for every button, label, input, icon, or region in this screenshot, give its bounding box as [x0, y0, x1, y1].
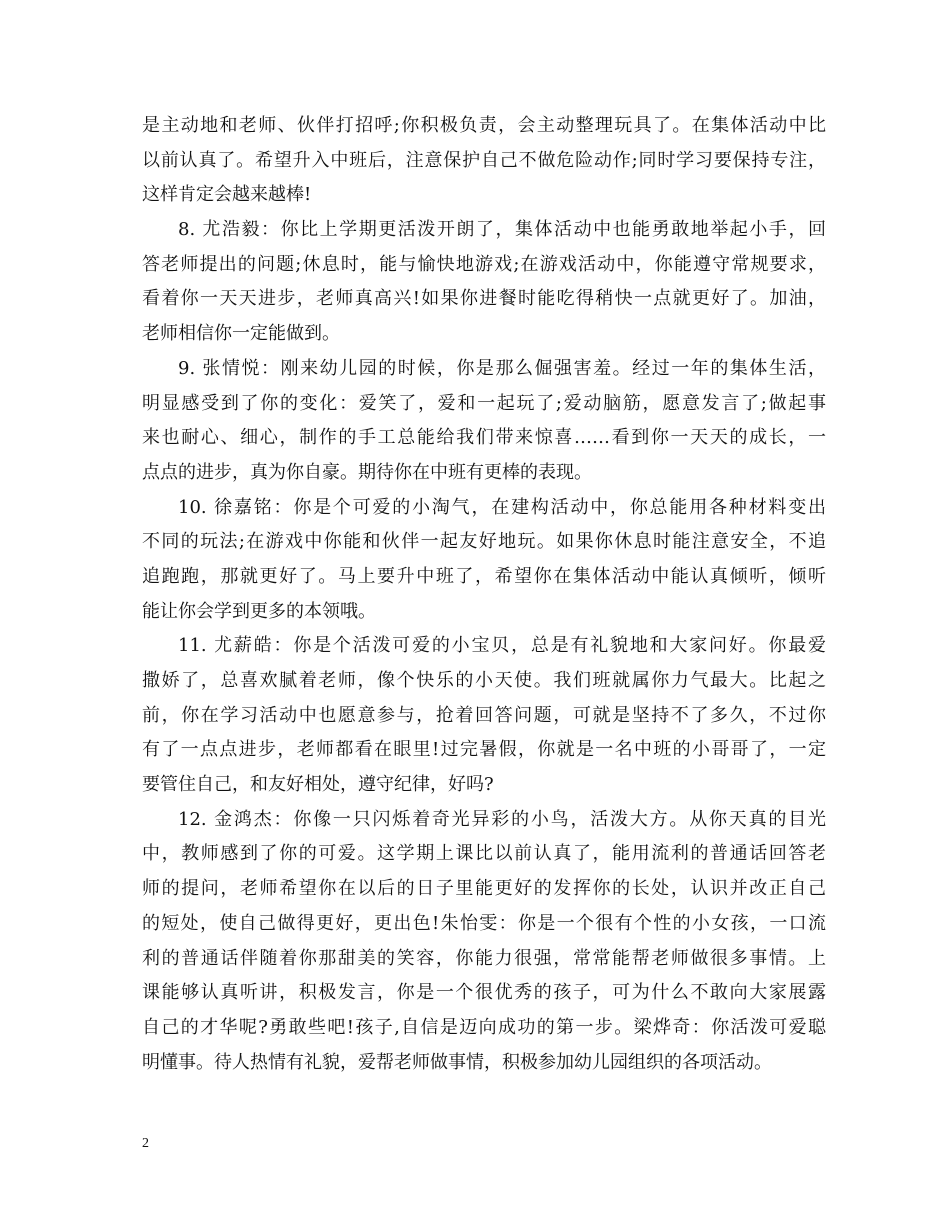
paragraph-continuation [142, 109, 826, 213]
text-line: 这样肯定会越来越棒! [142, 184, 312, 206]
text-line: 是主动地和老师、伙伴打招呼;你积极负责，会主动整理玩具了。在集体活动中比 [142, 115, 826, 136]
text-line: 点点的进步，真为你自豪。期待你在中班有更棒的表现。 [142, 461, 592, 483]
text-line: 有了一点点进步，老师都看在眼里!过完暑假，你就是一名中班的小哥哥了，一定 [142, 739, 826, 761]
paragraph-item-8 [142, 213, 826, 352]
text-line: 11. 尤薪皓：你是个活泼可爱的小宝贝，总是有礼貌地和大家问好。你最爱 [178, 635, 826, 657]
text-line: 8. 尤浩毅：你比上学期更活泼开朗了，集体活动中也能勇敢地举起小手，回 [178, 219, 826, 241]
text-line: 明懂事。待人热情有礼貌，爱帮老师做事情，积极参加幼儿园组织的各项活动。 [142, 1051, 772, 1073]
text-line: 利的普通话伴随着你那甜美的笑容，你能力很强，常常能帮老师做很多事情。上 [142, 947, 826, 969]
paragraph-item-12 [142, 803, 826, 1081]
paragraph-item-11 [142, 629, 826, 802]
paragraph-item-10 [142, 491, 826, 630]
text-line: 12. 金鸿杰：你像一只闪烁着奇光异彩的小鸟，活泼大方。从你天真的目光 [178, 808, 826, 830]
document-body [142, 109, 826, 1080]
paragraph-item-9 [142, 352, 826, 491]
text-line: 课能够认真听讲，积极发言，你是一个很优秀的孩子，可为什么不敢向大家展露 [142, 982, 826, 1004]
text-line: 答老师提出的问题;休息时，能与愉快地游戏;在游戏活动中，你能遵守常规要求， [142, 253, 826, 275]
text-line: 要管住自己，和友好相处，遵守纪律，好吗? [142, 774, 494, 796]
text-line: 不同的玩法;在游戏中你能和伙伴一起友好地玩。如果你休息时能注意安全，不追 [142, 531, 826, 553]
text-line: 前，你在学习活动中也愿意参与，抢着回答问题，可就是坚持不了多久，不过你 [142, 704, 826, 726]
text-line: 9. 张情悦：刚来幼儿园的时候，你是那么倔强害羞。经过一年的集体生活， [178, 357, 826, 379]
text-line: 自己的才华呢?勇敢些吧!孩子,自信是迈向成功的第一步。梁烨奇：你活泼可爱聪 [142, 1016, 826, 1038]
text-line: 看着你一天天进步，老师真高兴!如果你进餐时能吃得稍快一点就更好了。加油， [142, 288, 826, 310]
text-line: 中，教师感到了你的可爱。这学期上课比以前认真了，能用流利的普通话回答老 [142, 843, 826, 865]
text-line: 追跑跑，那就更好了。马上要升中班了，希望你在集体活动中能认真倾听，倾听 [142, 565, 826, 587]
text-line: 10. 徐嘉铭：你是个可爱的小淘气，在建构活动中，你总能用各种材料变出 [178, 496, 826, 518]
text-line: 老师相信你一定能做到。 [142, 323, 340, 345]
text-line: 来也耐心、细心，制作的手工总能给我们带来惊喜……看到你一天天的成长，一 [142, 427, 826, 449]
text-line: 以前认真了。希望升入中班后，注意保护自己不做危险动作;同时学习要保持专注， [142, 149, 826, 171]
text-line: 能让你会学到更多的本领哦。 [142, 600, 376, 622]
text-line: 师的提问，老师希望你在以后的日子里能更好的发挥你的长处，认识并改正自己 [142, 878, 826, 900]
text-line: 的短处，使自己做得更好，更出色!朱怡雯：你是一个很有个性的小女孩，一口流 [142, 912, 826, 934]
page-number: 2 [142, 1136, 149, 1151]
text-line: 撒娇了，总喜欢腻着老师，像个快乐的小天使。我们班就属你力气最大。比起之 [142, 670, 826, 691]
text-line: 明显感受到了你的变化：爱笑了，爱和一起玩了;爱动脑筋，愿意发言了;做起事 [142, 392, 826, 414]
